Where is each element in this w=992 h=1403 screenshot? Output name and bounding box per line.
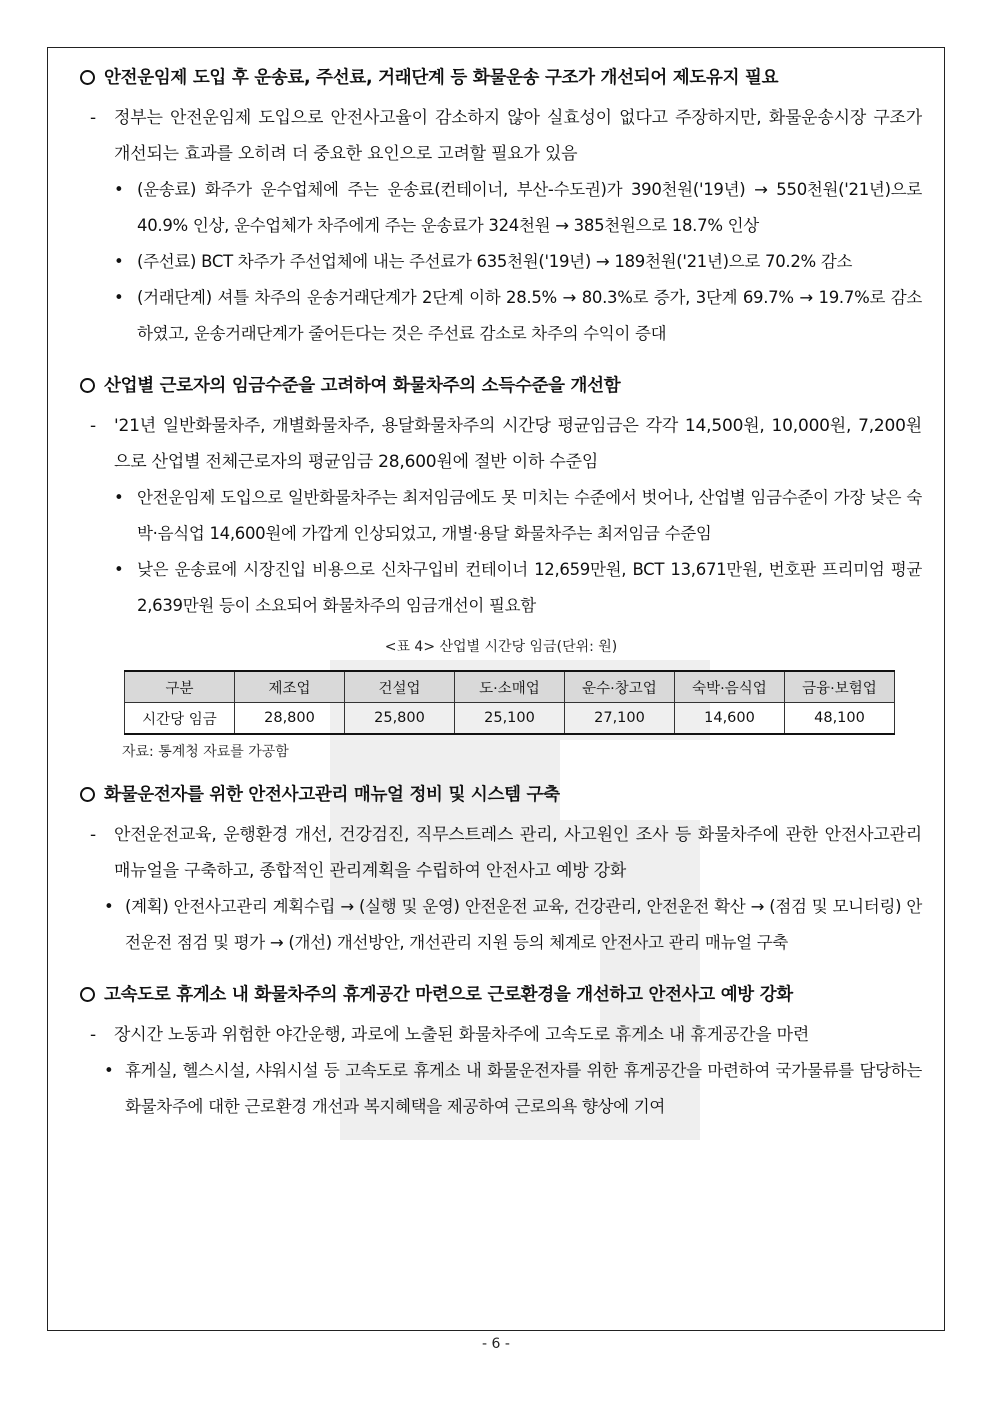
bullet-mark: • [104, 1061, 114, 1080]
bullet-item [80, 172, 922, 244]
bullet-mark: • [114, 560, 124, 579]
dash-text: 안전운전교육, 운행환경 개선, 건강검진, 직무스트레스 관리, 사고원인 조사 등 화물차주에 관한 안전사고관리 매뉴얼을 구축하고, 종합적인 관리계획을 수립하여 안전사고 예방 강화 [114, 825, 922, 881]
dash-mark: - [90, 416, 96, 436]
table-cell: 25,800 [345, 703, 455, 735]
table-header-cell: 숙박·음식업 [675, 671, 785, 703]
dash-text: '21년 일반화물차주, 개별화물차주, 용달화물차주의 시간당 평균임금은 각각 14,500원, 10,000원, 7,200원으로 산업별 전체근로자의 평균임금 28,600원에 절반 이하 수준임 [114, 416, 922, 472]
table-source: 자료: 통계청 자료를 가공함 [122, 744, 289, 760]
heading-text: 고속도로 휴게소 내 화물차주의 휴게공간 마련으로 근로환경을 개선하고 안전사고 예방 강화 [104, 985, 793, 1005]
bullet-mark: • [114, 252, 124, 271]
table-header-cell: 도·소매업 [455, 671, 565, 703]
bullet-text: 안전운임제 도입으로 일반화물차주는 최저임금에도 못 미치는 수준에서 벗어나, 산업별 임금수준이 가장 낮은 숙박·음식업 14,600원에 가깝게 인상되었고, 개별·용달 화물차주는 최저임금 수준임 [137, 488, 922, 543]
circle-bullet-icon [80, 787, 95, 802]
section-4 [80, 983, 922, 1125]
dash-item [80, 408, 922, 480]
bullet-mark: • [114, 288, 124, 307]
bullet-text: (운송료) 화주가 운수업체에 주는 운송료(컨테이너, 부산-수도권)가 390천원('19년) → 550천원('21년)으로 40.9% 인상, 운수업체가 차주에게 주는 운송료가 324천원 → 385천원으로 18.7% 인상 [137, 180, 922, 235]
bullet-item [80, 889, 922, 961]
dash-item [80, 817, 922, 889]
section-2 [80, 374, 922, 761]
table-cell: 시간당 임금 [125, 703, 235, 735]
heading-text: 화물운전자를 위한 안전사고관리 매뉴얼 정비 및 시스템 구축 [104, 785, 560, 805]
table-cell: 28,800 [235, 703, 345, 735]
bullet-mark: • [114, 180, 124, 199]
bullet-text: (계획) 안전사고관리 계획수립 → (실행 및 운영) 안전운전 교육, 건강관리, 안전운전 확산 → (점검 및 모니터링) 안전운전 점검 및 평가 → (개선) 개선방안, 개선관리 지원 등의 체계로 안전사고 관리 매뉴얼 구축 [125, 897, 922, 952]
table-header-cell: 금융·보험업 [785, 671, 895, 703]
dash-mark: - [90, 108, 96, 128]
table-caption: <표 4> 산업별 시간당 임금(단위: 원) [384, 639, 618, 655]
heading-text: 안전운임제 도입 후 운송료, 주선료, 거래단계 등 화물운송 구조가 개선되어 제도유지 필요 [104, 68, 779, 88]
section-heading [80, 66, 922, 90]
section-heading [80, 983, 922, 1007]
bullet-item [80, 552, 922, 624]
circle-bullet-icon [80, 378, 95, 393]
document-body [80, 66, 922, 1147]
page-number: - 6 - [482, 1336, 510, 1352]
section-heading [80, 374, 922, 398]
table-row [125, 703, 895, 735]
circle-bullet-icon [80, 70, 95, 85]
bullet-mark: • [114, 488, 124, 507]
table-header-cell: 제조업 [235, 671, 345, 703]
dash-item [80, 100, 922, 172]
table-header-cell: 건설업 [345, 671, 455, 703]
section-1 [80, 66, 922, 352]
bullet-text: (거래단계) 셔틀 차주의 운송거래단계가 2단계 이하 28.5% → 80.3%로 증가, 3단계 69.7% → 19.7%로 감소하였고, 운송거래단계가 줄어든다는 것은 주선료 감소로 차주의 수익이 증대 [137, 288, 922, 343]
section-3 [80, 783, 922, 961]
table-cell: 25,100 [455, 703, 565, 735]
table-cell: 48,100 [785, 703, 895, 735]
bullet-text: 낮은 운송료에 시장진입 비용으로 신차구입비 컨테이너 12,659만원, BCT 13,671만원, 번호판 프리미엄 평균 2,639만원 등이 소요되어 화물차주의 임금개선이 필요함 [137, 560, 922, 615]
table-header-cell: 구분 [125, 671, 235, 703]
table-cell: 27,100 [565, 703, 675, 735]
dash-text: 장시간 노동과 위험한 야간운행, 과로에 노출된 화물차주에 고속도로 휴게소 내 휴게공간을 마련 [114, 1025, 810, 1045]
table-cell: 14,600 [675, 703, 785, 735]
table-header-cell: 운수·창고업 [565, 671, 675, 703]
bullet-item [80, 280, 922, 352]
dash-mark: - [90, 1025, 96, 1045]
bullet-item [80, 244, 922, 280]
dash-mark: - [90, 825, 96, 845]
bullet-item [80, 1053, 922, 1125]
bullet-text: 휴게실, 헬스시설, 샤워시설 등 고속도로 휴게소 내 화물운전자를 위한 휴게공간을 마련하여 국가물류를 담당하는 화물차주에 대한 근로환경 개선과 복지혜택을 제공하여 근로의욕 향상에 기여 [125, 1061, 922, 1116]
heading-text: 산업별 근로자의 임금수준을 고려하여 화물차주의 소득수준을 개선함 [104, 376, 621, 396]
circle-bullet-icon [80, 987, 95, 1002]
bullet-mark: • [104, 897, 114, 916]
bullet-text: (주선료) BCT 차주가 주선업체에 내는 주선료가 635천원('19년) → 189천원('21년)으로 70.2% 감소 [137, 252, 853, 271]
bullet-item [80, 480, 922, 552]
section-heading [80, 783, 922, 807]
wage-table [124, 670, 895, 735]
table-header-row [125, 671, 895, 703]
dash-text: 정부는 안전운임제 도입으로 안전사고율이 감소하지 않아 실효성이 없다고 주장하지만, 화물운송시장 구조가 개선되는 효과를 오히려 더 중요한 요인으로 고려할 필요가 있음 [114, 108, 922, 164]
dash-item [80, 1017, 922, 1053]
